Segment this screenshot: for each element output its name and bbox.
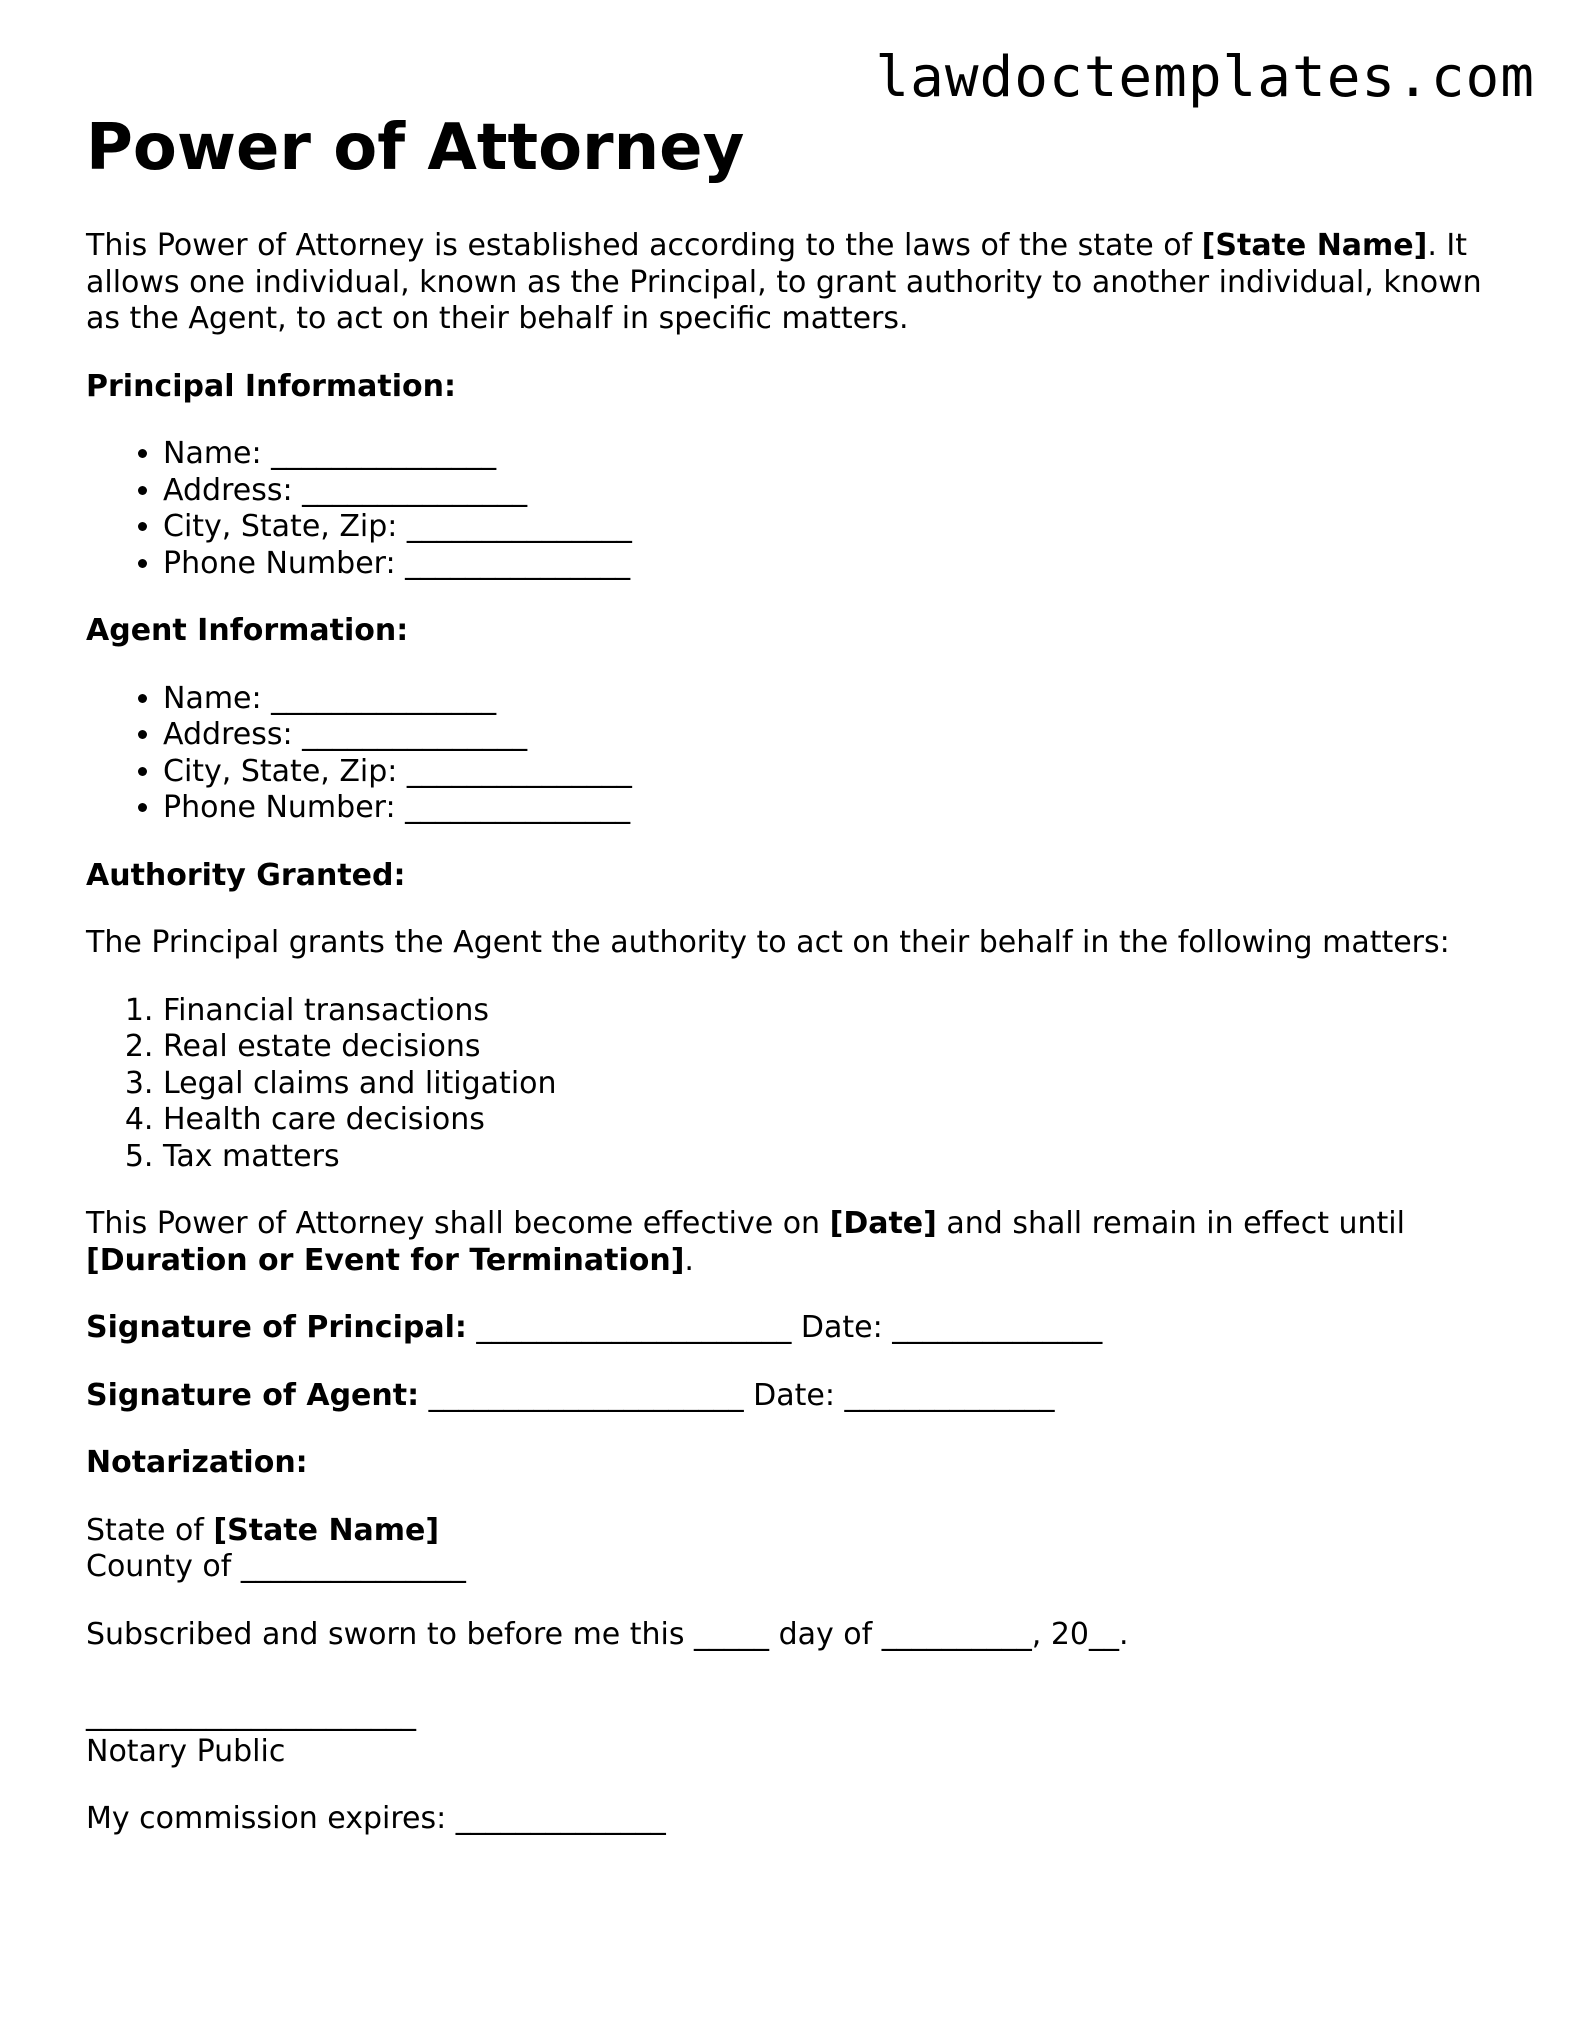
agent-city-state-zip-field: • City, State, Zip: _______________ [163, 754, 1506, 791]
principal-signature-blanks: _____________________ Date: ______________ [466, 1310, 1103, 1345]
notary-commission-line: My commission expires: ______________ [86, 1801, 666, 1836]
effective-text-1: This Power of Attorney shall become effective on [86, 1206, 830, 1241]
agent-signature-label: Signature of Agent: [86, 1377, 420, 1413]
effective-date-placeholder: [Date] [829, 1206, 937, 1241]
intro-state-placeholder: [State Name] [1201, 228, 1428, 263]
authority-item-health-care: 4. Health care decisions [163, 1102, 1506, 1139]
agent-address-field: • Address: _______________ [163, 717, 1506, 754]
authority-intro: The Principal grants the Agent the authority to act on their behalf in the following matters: [86, 925, 1450, 960]
notary-state-placeholder: [State Name] [213, 1512, 440, 1548]
principal-name-field: • Name: _______________ [163, 436, 1506, 473]
authority-item-legal: 3. Legal claims and litigation [163, 1066, 1506, 1103]
authority-item-financial: 1. Financial transactions [163, 993, 1506, 1030]
principal-heading: Principal Information: [86, 368, 457, 404]
notary-signature-block [86, 1697, 1506, 1770]
document-body [86, 108, 1506, 1869]
document-title: Power of Attorney [86, 111, 745, 185]
agent-list [86, 681, 1506, 827]
notary-sworn-line: Subscribed and sworn to before me this _____ day of __________, 20__. [86, 1616, 1129, 1652]
site-watermark: lawdoctemplates.com [875, 45, 1535, 110]
authority-item-tax: 5. Tax matters [163, 1139, 1506, 1176]
agent-phone-field: • Phone Number: _______________ [163, 790, 1506, 827]
intro-text-1: This Power of Attorney is established according to the laws of the state of [86, 228, 1202, 263]
principal-phone-field: • Phone Number: _______________ [163, 546, 1506, 583]
agent-heading: Agent Information: [86, 613, 409, 648]
notary-public-label: Notary Public [86, 1733, 286, 1769]
intro-paragraph [86, 228, 1506, 338]
agent-signature-line [86, 1378, 1506, 1415]
intro-text-2: . It allows one individual, known as the Principal, to grant authority to another individual, known as the Agent, to act on their behalf in specific matters. [86, 228, 1482, 336]
agent-signature-blanks: _____________________ Date: ______________ [419, 1377, 1055, 1413]
principal-signature-line [86, 1310, 1506, 1347]
authority-heading: Authority Granted: [86, 857, 406, 893]
notary-county-line: County of _______________ [86, 1549, 466, 1584]
principal-list [86, 436, 1506, 582]
principal-address-field: • Address: _______________ [163, 473, 1506, 510]
notarization-heading: Notarization: [86, 1445, 308, 1480]
authority-list [86, 993, 1506, 1176]
effective-text-3: . [684, 1242, 694, 1278]
agent-name-field: • Name: _______________ [163, 681, 1506, 718]
principal-city-state-zip-field: • City, State, Zip: _______________ [163, 509, 1506, 546]
principal-signature-label: Signature of Principal: [86, 1310, 467, 1345]
effective-text-2: and shall remain in effect until [936, 1206, 1405, 1241]
notary-signature-line: ______________________ [86, 1697, 416, 1732]
termination-placeholder: [Duration or Event for Termination] [86, 1242, 685, 1278]
effective-paragraph [86, 1206, 1506, 1279]
notary-venue [86, 1513, 1506, 1586]
authority-item-real-estate: 2. Real estate decisions [163, 1029, 1506, 1066]
notary-state-prefix: State of [86, 1512, 214, 1548]
